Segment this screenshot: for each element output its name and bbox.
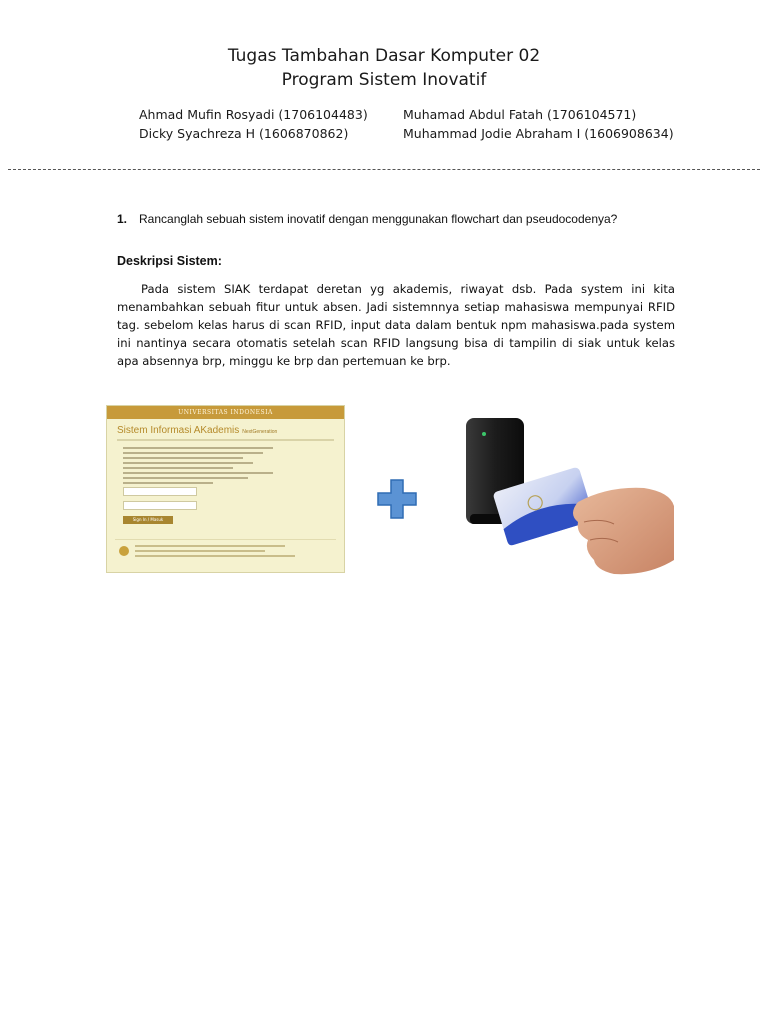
siak-brand-text: Sistem Informasi AKademis [117,425,240,436]
siak-brand [117,425,344,436]
dashed-divider [8,169,760,170]
siak-rule [117,439,334,441]
question-number: 1. [117,212,128,226]
title-block [0,44,768,92]
author-name: Dicky Syachreza H (1606870862) [139,126,349,141]
question-item [117,210,677,228]
siak-password-field [123,501,197,510]
ui-seal-icon [119,546,129,556]
question-text: Rancanglah sebuah sistem inovatif dengan menggunakan flowchart dan pseudocodenya? [139,212,618,226]
siak-text-lines [123,447,344,484]
author-row [139,105,699,124]
author-name: Muhammad Jodie Abraham I (1606908634) [403,126,674,141]
description-heading: Deskripsi Sistem: [117,254,222,268]
siak-screenshot-image [106,405,345,573]
author-name: Muhamad Abdul Fatah (1706104571) [403,107,637,122]
siak-footer [115,539,336,564]
siak-username-field [123,487,197,496]
doc-subtitle: Program Sistem Inovatif [281,70,487,90]
doc-title: Tugas Tambahan Dasar Komputer 02 [227,46,541,66]
siak-header: UNIVERSITAS INDONESIA [107,406,344,419]
description-body: Pada sistem SIAK terdapat deretan yg akademis, riwayat dsb. Pada system ini kita menambahkan sebuah fitur untuk absen. Jadi sistemnnya setiap mahasiswa mempunyai RFID tag. sebelom kelas harus di scan RFID, input data dalam bentuk npm mahasiswa.pada system ini nantinya secara otomatis setelah scan RFID langsung bisa di tampilin di siak untuk kelas apa absennya brp, minggu ke brp dan pertemuan ke brp. [117,282,675,368]
plus-icon [376,478,418,520]
author-list [139,105,699,143]
rfid-reader-image [418,410,674,576]
author-name: Ahmad Mufin Rosyadi (1706104483) [139,107,368,122]
author-row [139,124,699,143]
siak-signin-button: Sign In / Masuk [123,516,173,524]
siak-brand-tag: NextGeneration [242,429,278,435]
